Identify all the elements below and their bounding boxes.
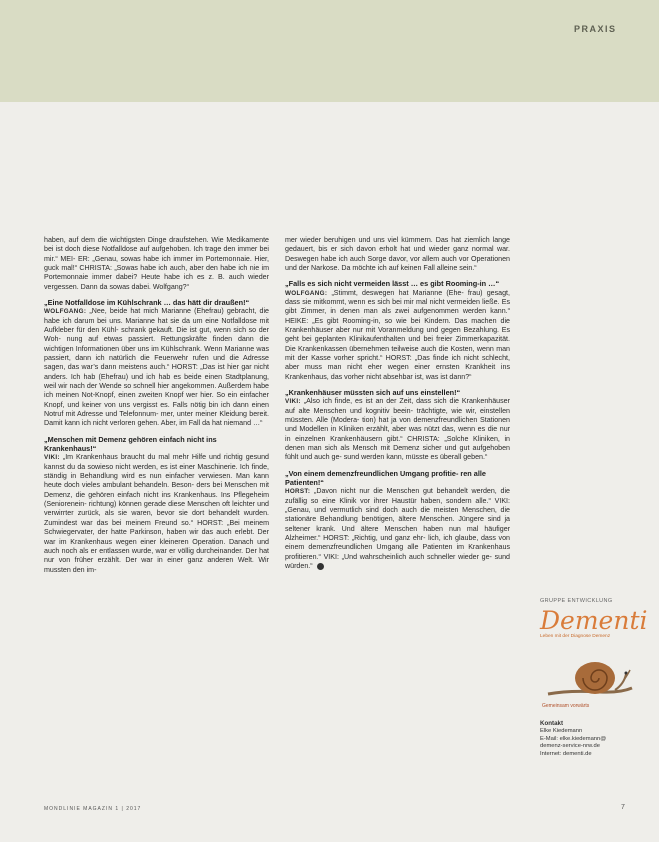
sidebar-box xyxy=(540,597,650,758)
snail-caption: Gemeinsam vorwärts xyxy=(542,703,590,709)
page-number: 7 xyxy=(621,804,625,811)
snail-icon xyxy=(540,644,640,704)
kontakt-email-2[interactable]: demenz-service-nrw.de xyxy=(540,743,600,750)
left-column xyxy=(44,236,269,575)
speaker-label: VIKI: xyxy=(285,398,301,406)
end-mark-icon xyxy=(317,563,324,570)
paragraph-4 xyxy=(285,397,510,462)
paragraph-text: „Im Krankenhaus braucht du mal mehr Hilfe und richtig gesund kannst du da sowieso nicht werden, es ist einer Maschinerie. Ich finde, ständig in Behandlung wird es nun einfacher verwiesen. Man kann heute doch vieles ambulant behandeln. Beson- ders bei Menschen mit Demenz, die gehören einfach nicht ins Krankenhaus. Ins Pflegeheim (Seniorenein- richtung) können gerade diese Menschen oft leichter und verwirrter zurück, als sie waren, bevor sie dort behandelt wurden. Zumindest war das bei meinem Freund so.“ HORST: „Bei meinem Schwiegervater, der hatte Parkinson, haben wir das auch erlebt. Der war im Krankenhaus wegen einer kleineren Operation. Danach und auch noch als er entlassen wurde, war er völlig durcheinander. Der hat nur von früher erzählt. Der war in einer ganz anderen Welt. Wir mussten den im- xyxy=(44,453,269,574)
paragraph-text: „Also ich finde, es ist an der Zeit, dass sich die Krankenhäuser auf alte Menschen und kognitiv beein- trächtigte, wie wir, einstellen müssten. Alle (Modera- tion) hat ja von demenzfreundlichen Stationen und Modellen in Kliniken erzählt, aber was nützt das, wenn es die nur in einzelnen Krankenhäusern gibt.“ CHRISTA: „Solche Kliniken, in denen man sich als Mensch mit Demenz sicher und gut aufgehoben fühlt und auch ge- sund werden kann, müsste es überall geben.“ xyxy=(285,397,510,462)
speaker-label: VIKI: xyxy=(44,454,60,462)
intro-paragraph: haben, auf dem die wichtigsten Dinge draufstehen. Wie Medikamente bei ist doch diese Notfalldose auf aufgehoben. Ich trage den immer bei mir.“ MEI- ER: „Genau, sowas habe ich immer im Portemonnaie. Hier, guck mal!“ CHRISTA: „Sowas habe ich auch, aber den habe ich nie im Portemonnaie immer dabei? Heute habe ich es z. B. auch wieder vergessen. Dann da sowas dabei. Wolfgang?“ xyxy=(44,236,269,291)
footer-magazine: MONDLINIE MAGAZIN 1 | 2017 xyxy=(44,806,142,812)
snail-illustration xyxy=(540,644,640,710)
heading-demenzfreundlich: „Von einem demenzfreundlichen Umgang profitie- ren alle Patienten!“ xyxy=(285,468,486,488)
right-column xyxy=(285,236,510,572)
paragraph-3 xyxy=(285,289,510,382)
heading-notfalldose: „Eine Notfalldose im Kühlschrank … das hätt dir draußen!“ xyxy=(44,298,250,308)
kontakt-label: Kontakt xyxy=(540,720,564,727)
speaker-label: HORST: xyxy=(285,488,311,496)
paragraph-text: „Stimmt, deswegen hat Marianne (Ehe- frau) gesagt, dass sie mitkommt, wenn es sich bei mir mal nicht vermeiden ließe. Es gibt Zimmer, in denen man als zwei aufgenommen werden kann.“ HEIKE: „Es gibt Rooming-in, so wie bei Kindern. Das machen die Krankenhäuser aber nur mit Voranmeldung und gegen Bezahlung. Es geht bei geplanten Klinikaufenthalten und bei freier Zimmerkapazität. Die Krankenkassen übernehmen teilweise auch die Kosten, wenn man mit der Kasse vorher spricht.“ HORST: „Das finde ich nicht schlecht, aber muss man nicht eher wegen einer ernsten Krankheit ins Krankenhaus, das vorher nicht absehbar ist, was ist dann?“ xyxy=(285,288,510,381)
paragraph-text: „Nee, beide hat mich Marianne (Ehefrau) gebracht, die habe ich darum bei uns. Marianne hat sie da um eine Notfalldose mit Aufkleber für den Kühl- schrank gekauft. Die ist gut, wenn sich so der Woh- nung auf etwas passiert. Rettungskräfte finden dann die wichtigen Informationen über uns im Kühlschrank. Wenn Marianne was passiert, dann ich natürlich die Feuerwehr rufen und die Adresse sagen, das war’s dann meistens auch.“ HORST: „Das ist hier gar nicht anders. Ich hab (Ehefrau) und ich hab es beide einen Stadtplanung, weil wir nach der Wende so schnell hier angekommen. Außerdem habe ich meinen Not-Knopf, einen zweiten Knopf wer hier. So ein einfacher Knopf, und keiner von uns vergisst es. Falls nötig bin ich dann einen Notruf mit Adresse und Telefonnum- mer, unter meiner Kleidung bereit. Damit kann ich nicht verloren gehen. Aber, im Fall da hat niemand …“ xyxy=(44,307,269,428)
kontakt-email-1[interactable]: E-Mail: elke.kiedemann@ xyxy=(540,735,607,742)
header-band xyxy=(0,0,659,102)
speaker-label: WOLFGANG: xyxy=(44,308,87,316)
paragraph-5 xyxy=(285,487,510,571)
dementi-logo-title: Dementi xyxy=(540,606,648,635)
section-label: PRAXIS xyxy=(574,24,617,34)
kontakt-website[interactable]: Internet: dementi.de xyxy=(540,750,592,757)
dementi-subtitle: Leben mit der Diagnose Demenz xyxy=(540,634,611,639)
heading-rooming-in: „Falls es sich nicht vermeiden lässt … es gibt Rooming-in …“ xyxy=(285,279,500,289)
speaker-label: WOLFGANG: xyxy=(285,289,328,297)
continuation-paragraph: mer wieder beruhigen und uns viel kümmern. Das hat ziemlich lange gedauert, bis er sich davon erholt hat und wieder ganz normal war. Deswegen habe ich auch Sorge davor, vor allem auch vor Operationen und der Narkose. Da möchte ich auf keinen Fall alleine sein.“ xyxy=(285,236,510,273)
paragraph-2 xyxy=(44,453,269,574)
sidebar-small-header: GRUPPE ENTWICKLUNG xyxy=(540,598,613,604)
kontakt-name: Elke Kiedemann xyxy=(540,728,583,734)
heading-krankenhaeuser: „Krankenhäuser müssten sich auf uns einstellen!“ xyxy=(285,388,461,398)
heading-menschen-mit-demenz: „Menschen mit Demenz gehören einfach nicht ins Krankenhaus!“ xyxy=(44,434,217,454)
paragraph-1 xyxy=(44,307,269,428)
paragraph-text: „Davon nicht nur die Menschen gut behandelt werden, die zufällig so eine Klinik vor ihrer Haustür haben, sondern alle.“ VIKI: „Genau, und vermutlich sind doch auch die meisten Menschen, die stationäre Behandlung benötigen, ältere Menschen. Jüngere sind ja seltener krank. Und ältere Menschen haben nun mal häufiger Alzheimer.“ HORST: „Richtig, und ganz ehr- lich, ich glaube, dass von einem demenzfreundlichen Umgang alle Patienten im Krankenhaus profitieren.“ VIKI: „Und wahrscheinlich auch schneller wieder ge- sund würden.“ xyxy=(285,487,510,571)
